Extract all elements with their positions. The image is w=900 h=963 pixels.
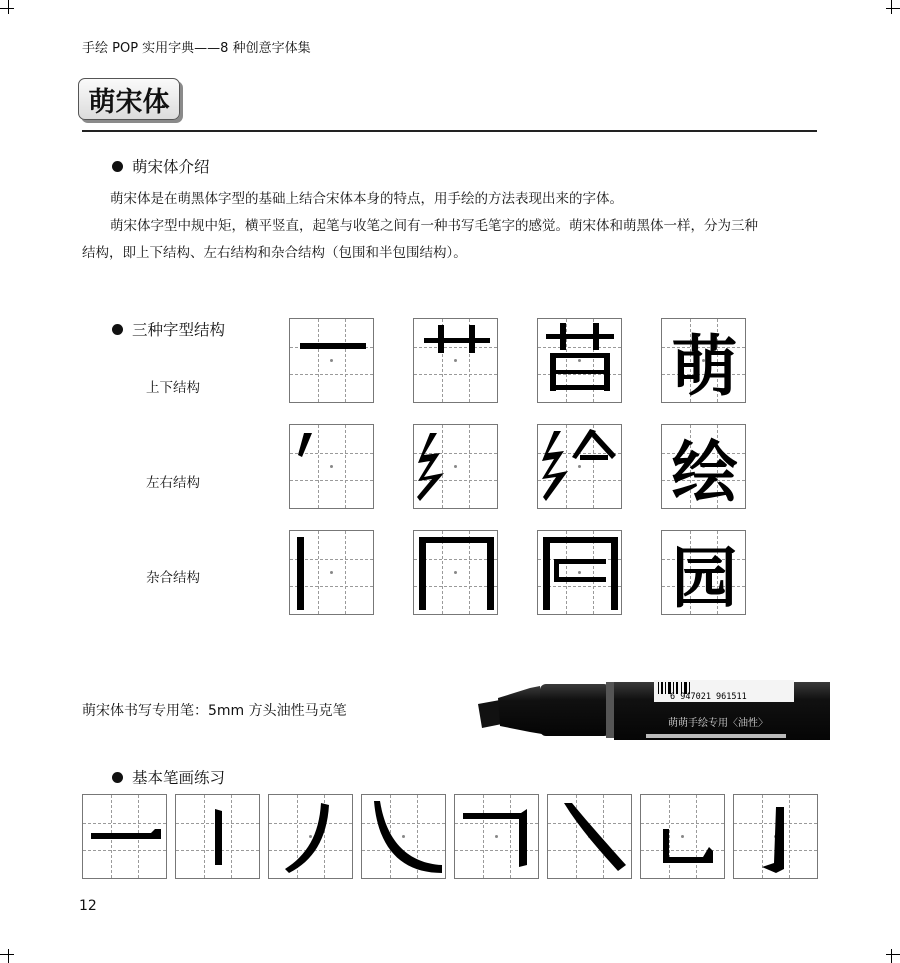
final-character: 园 [671,540,738,616]
crop-mark [8,0,9,14]
stroke-drawing [662,425,747,510]
structures-heading-text: 三种字型结构 [132,321,226,339]
stroke-drawing [269,795,354,880]
crop-mark [886,8,900,9]
stroke-drawing [290,319,375,404]
stroke-drawing [290,531,375,616]
char-step-cell [661,318,746,403]
row-label-top-bottom: 上下结构 [146,380,200,396]
crop-mark [0,954,14,955]
char-step-cell [289,318,374,403]
char-step-cell [537,318,622,403]
char-step-cell [413,424,498,509]
crop-mark [0,8,14,9]
stroke-drawing [290,425,375,510]
char-step-cell [537,530,622,615]
stroke-cell-right-falling [361,794,446,879]
stroke-cell-long-diagonal [547,794,632,879]
page-number: 12 [79,898,97,914]
crop-mark [891,949,892,963]
crop-mark [891,0,892,14]
char-step-cell [289,530,374,615]
final-character: 萌 [671,328,738,404]
intro-paragraph-2-line-1: 萌宋体字型中规中矩，横平竖直，起笔与收笔之间有一种书写毛笔字的感觉。萌宋体和萌黑体一样，分为三种 [110,218,758,234]
intro-heading-text: 萌宋体介绍 [132,158,210,176]
stroke-drawing [538,425,623,510]
char-step-cell [413,530,498,615]
stroke-drawing [176,795,261,880]
final-character: 绘 [671,434,738,510]
stroke-drawing [734,795,819,880]
title-divider [82,130,817,132]
stroke-drawing [538,319,623,404]
crop-mark [886,954,900,955]
char-step-cell [413,318,498,403]
chapter-title: 萌宋体 [78,78,180,120]
book-header: 手绘 POP 实用字典——8 种创意字体集 [82,41,311,56]
stroke-drawing [538,531,623,616]
intro-paragraph-1: 萌宋体是在萌黑体字型的基础上结合宋体本身的特点，用手绘的方法表现出来的字体。 [110,191,623,207]
stroke-drawing [662,531,747,616]
stroke-drawing [362,795,447,880]
pen-cap-end [540,684,610,736]
stroke-drawing [662,319,747,404]
stroke-cell-horizontal [82,794,167,879]
structures-heading [112,318,225,340]
pen-caption: 萌宋体书写专用笔：5mm 方头油性马克笔 [82,703,347,719]
crop-mark [8,949,9,963]
char-step-cell [661,424,746,509]
bullet-icon [112,772,123,783]
row-label-left-right: 左右结构 [146,475,200,491]
pen-nib [478,700,502,728]
stroke-cell-vertical-bend [640,794,725,879]
stroke-cell-left-falling [268,794,353,879]
stroke-drawing [83,795,168,880]
stroke-cell-vertical [175,794,260,879]
char-step-cell [537,424,622,509]
intro-heading [112,155,210,177]
row-label-mixed: 杂合结构 [146,570,200,586]
marker-pen-image [470,668,830,756]
stroke-cell-horizontal-hook [454,794,539,879]
char-step-cell [289,424,374,509]
strokes-heading-text: 基本笔画练习 [132,769,226,787]
strokes-heading [112,766,225,788]
intro-paragraph-2-line-2: 结构，即上下结构、左右结构和杂合结构（包围和半包围结构）。 [82,245,467,261]
pen-barcode-text: 6 947021 961511 [670,692,747,702]
stroke-drawing [414,425,499,510]
bullet-icon [112,324,123,335]
stroke-cell-vertical-hook [733,794,818,879]
stroke-drawing [455,795,540,880]
stroke-drawing [548,795,633,880]
stroke-drawing [414,319,499,404]
pen-body-text: 萌萌手绘专用〈油性〉 [668,718,768,729]
stroke-drawing [641,795,726,880]
stroke-drawing [414,531,499,616]
bullet-icon [112,161,123,172]
char-step-cell [661,530,746,615]
